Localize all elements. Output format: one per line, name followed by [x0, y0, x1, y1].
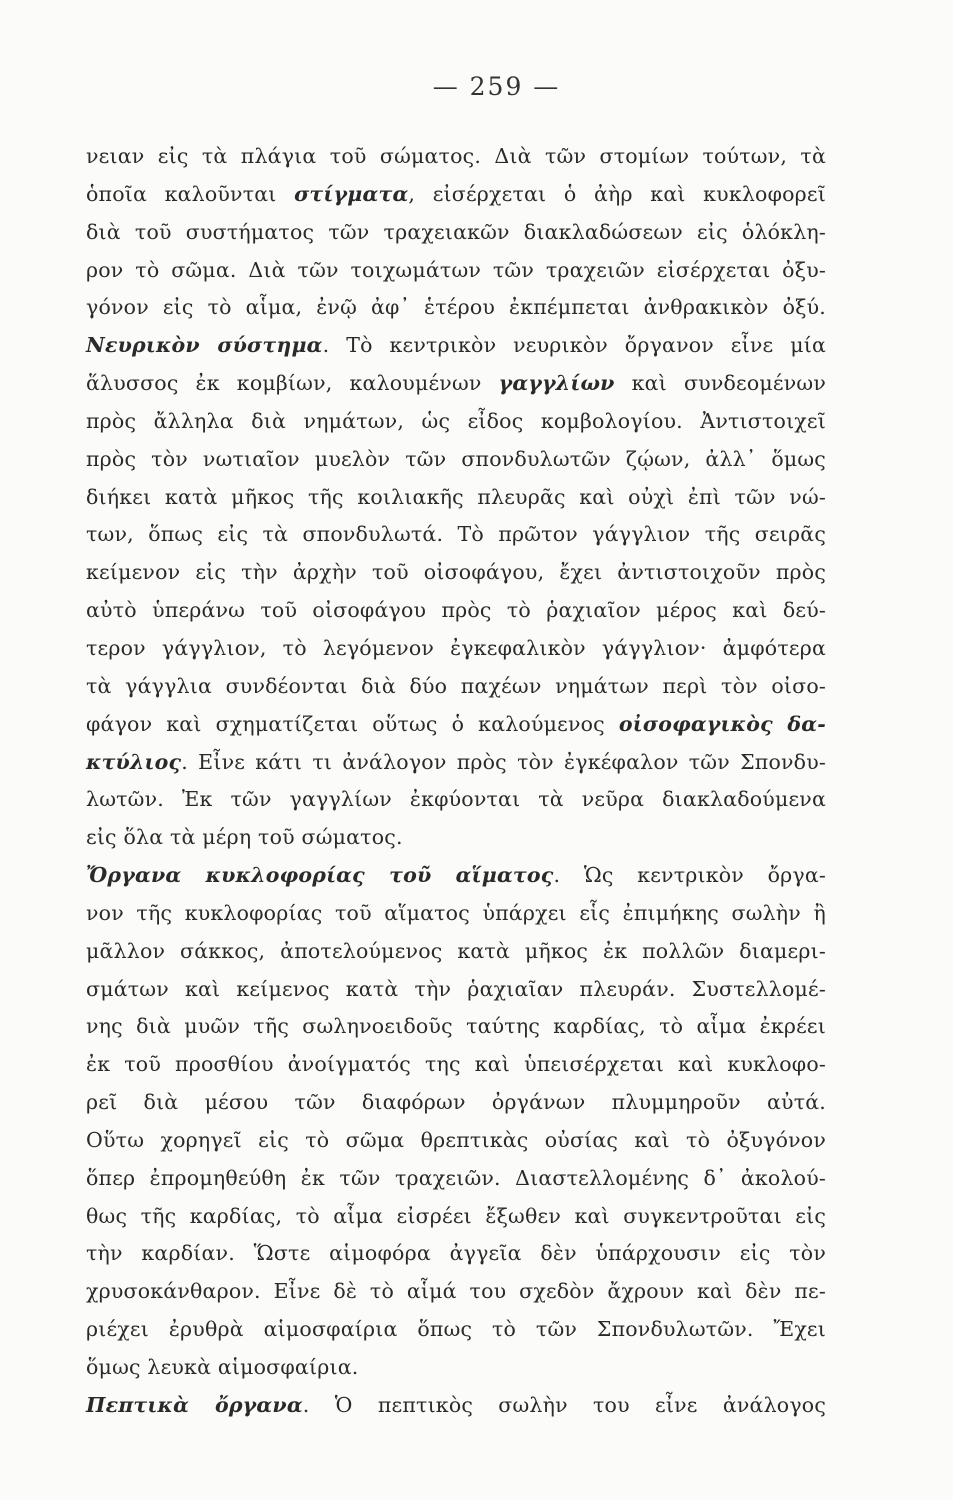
text-line — [86, 365, 826, 403]
text-line — [86, 1273, 826, 1311]
text-line — [86, 479, 826, 517]
text-run: μᾶλλον σάκκος, ἀποτελούμενος κατὰ μῆκος ἐκ πολλῶν διαμερι- — [86, 938, 826, 963]
body-text — [86, 138, 826, 1425]
text-run: κείμενον εἰς τὴν ἀρχὴν τοῦ οἰσοφάγου, ἔχει ἀντιστοιχοῦν πρὸς — [86, 560, 826, 585]
bold-term: γαγγλίων — [498, 371, 615, 396]
text-line — [86, 441, 826, 479]
text-line — [86, 1008, 826, 1046]
bold-term: κτύλιος — [86, 749, 182, 774]
text-run: τερον γάγγλιον, τὸ λεγόμενον ἐγκεφαλικὸν γάγγλιον· ἀμφότερα — [86, 635, 826, 660]
bold-term: οἰσοφαγικὸς δα- — [618, 711, 826, 736]
text-run: ρον τὸ σῶμα. Διὰ τῶν τοιχωμάτων τῶν τραχειῶν εἰσέρχεται ὀξυ- — [86, 257, 826, 282]
text-run: ἅλυσσος ἐκ κομβίων, καλουμένων — [86, 371, 499, 396]
text-line — [86, 1046, 826, 1084]
text-run: . Εἶνε κάτι τι ἀνάλογον πρὸς τὸν ἐγκέφαλον τῶν Σπονδυ- — [181, 749, 826, 774]
text-line — [86, 516, 826, 554]
text-line — [86, 895, 826, 933]
text-line — [86, 403, 826, 441]
text-run: . Ὁ πεπτικὸς σωλὴν του εἶνε ἀνάλογος — [302, 1392, 826, 1417]
text-line — [86, 1311, 826, 1349]
text-line — [86, 289, 826, 327]
text-run: ὅμως λευκὰ αἱμοσφαίρια. — [86, 1355, 359, 1379]
text-run: Οὕτω χορηγεῖ εἰς τὸ σῶμα θρεπτικὰς οὐσίας καὶ τὸ ὀξυγόνον — [86, 1127, 826, 1152]
text-line — [86, 630, 826, 668]
text-line — [86, 554, 826, 592]
text-run: ριέχει ἐρυθρὰ αἱμοσφαίρια ὅπως τὸ τῶν Σπονδυλωτῶν. Ἔχει — [86, 1317, 826, 1342]
text-run: πρὸς τὸν νωτιαῖον μυελὸν τῶν σπονδυλωτῶν ζῴων, ἀλλ᾿ ὅμως — [86, 446, 826, 471]
text-run: , εἰσέρχεται ὁ ἀὴρ καὶ κυκλοφορεῖ — [408, 181, 826, 206]
text-run: αὐτὸ ὑπεράνω τοῦ οἰσοφάγου πρὸς τὸ ῥαχιαῖον μέρος καὶ δεύ- — [86, 598, 826, 623]
text-run: νης διὰ μυῶν τῆς σωληνοειδοῦς ταύτης καρδίας, τὸ αἷμα ἐκρέει — [86, 1014, 826, 1039]
text-line — [86, 706, 826, 744]
text-run: ἐκ τοῦ προσθίου ἀνοίγματός της καὶ ὑπεισέρχεται καὶ κυκλοφο- — [86, 1052, 826, 1077]
text-run: νειαν εἰς τὰ πλάγια τοῦ σώματος. Διὰ τῶν στομίων τούτων, τὰ — [86, 144, 826, 168]
bold-term: Νευρικὸν σύστημα — [86, 333, 323, 358]
text-line — [86, 781, 826, 819]
text-run: διήκει κατὰ μῆκος τῆς κοιλιακῆς πλευρᾶς καὶ οὐχὶ ἐπὶ τῶν νώ- — [86, 484, 826, 509]
text-run: ὁποῖα καλοῦνται — [86, 181, 295, 206]
text-line — [86, 819, 826, 857]
text-line — [86, 1122, 826, 1160]
text-line — [86, 1235, 826, 1273]
text-run: γόνον εἰς τὸ αἷμα, ἐνῷ ἀφ᾿ ἑτέρου ἐκπέμπεται ἀνθρακικὸν ὀξύ. — [86, 295, 826, 320]
text-run: εἰς ὅλα τὰ μέρη τοῦ σώματος. — [86, 825, 403, 850]
text-run: των, ὅπως εἰς τὰ σπονδυλωτά. Τὸ πρῶτον γάγγλιον τῆς σειρᾶς — [86, 522, 826, 547]
text-run: χρυσοκάνθαρον. Εἶνε δὲ τὸ αἷμά του σχεδὸν ἄχρουν καὶ δὲν πε- — [86, 1279, 826, 1304]
text-run: καὶ συνδεομένων — [614, 371, 826, 396]
text-line — [86, 1160, 826, 1198]
text-line — [86, 1349, 826, 1387]
text-run: τὰ γάγγλια συνδέονται διὰ δύο παχέων νημάτων περὶ τὸν οἰσο- — [86, 673, 826, 698]
text-line — [86, 1198, 826, 1236]
page-number: — 259 — — [432, 72, 561, 101]
bold-term: Ὄργανα κυκλοφορίας τοῦ αἵματος — [86, 863, 554, 888]
text-run: σμάτων καὶ κείμενος κατὰ τὴν ῥαχιαῖαν πλευράν. Συστελλομέ- — [86, 976, 826, 1001]
text-run: τὴν καρδίαν. Ὥστε αἱμοφόρα ἀγγεῖα δὲν ὑπάρχουσιν εἰς τὸν — [86, 1241, 826, 1266]
bold-term: στίγματα — [294, 181, 409, 206]
text-run: . Ὡς κεντρικὸν ὄργα- — [553, 863, 826, 888]
text-line — [86, 214, 826, 252]
text-line — [86, 857, 826, 895]
bold-term: Πεπτικὰ ὄργανα — [86, 1392, 303, 1417]
text-run: λωτῶν. Ἐκ τῶν γαγγλίων ἐκφύονται τὰ νεῦρα διακλαδούμενα — [86, 787, 826, 812]
text-line — [86, 668, 826, 706]
text-line — [86, 1084, 826, 1122]
text-line — [86, 1387, 826, 1425]
text-run: διὰ τοῦ συστήματος τῶν τραχειακῶν διακλαδώσεων εἰς ὁλόκλη- — [86, 219, 826, 244]
text-run: . Τὸ κεντρικὸν νευρικὸν ὄργανον εἶνε μία — [322, 333, 826, 358]
text-line — [86, 933, 826, 971]
text-line — [86, 971, 826, 1009]
text-run: φάγον καὶ σχηματίζεται οὕτως ὁ καλούμενος — [86, 711, 619, 736]
text-line — [86, 744, 826, 782]
text-line — [86, 138, 826, 176]
text-run: ὅπερ ἐπρομηθεύθη ἐκ τῶν τραχειῶν. Διαστελλομένης δ᾿ ἀκολού- — [86, 1165, 826, 1190]
text-run: πρὸς ἄλληλα διὰ νημάτων, ὡς εἶδος κομβολογίου. Ἀντιστοιχεῖ — [86, 408, 826, 433]
text-line — [86, 592, 826, 630]
text-run: ρεῖ διὰ μέσου τῶν διαφόρων ὀργάνων πλυμμηροῦν αὐτά. — [86, 1090, 826, 1115]
text-run: νον τῆς κυκλοφορίας τοῦ αἵματος ὑπάρχει εἷς ἐπιμήκης σωλὴν ἢ — [86, 900, 826, 925]
text-run: θως τῆς καρδίας, τὸ αἷμα εἰσρέει ἔξωθεν καὶ συγκεντροῦται εἰς — [86, 1203, 826, 1228]
text-line — [86, 252, 826, 290]
text-line — [86, 327, 826, 365]
text-line — [86, 176, 826, 214]
